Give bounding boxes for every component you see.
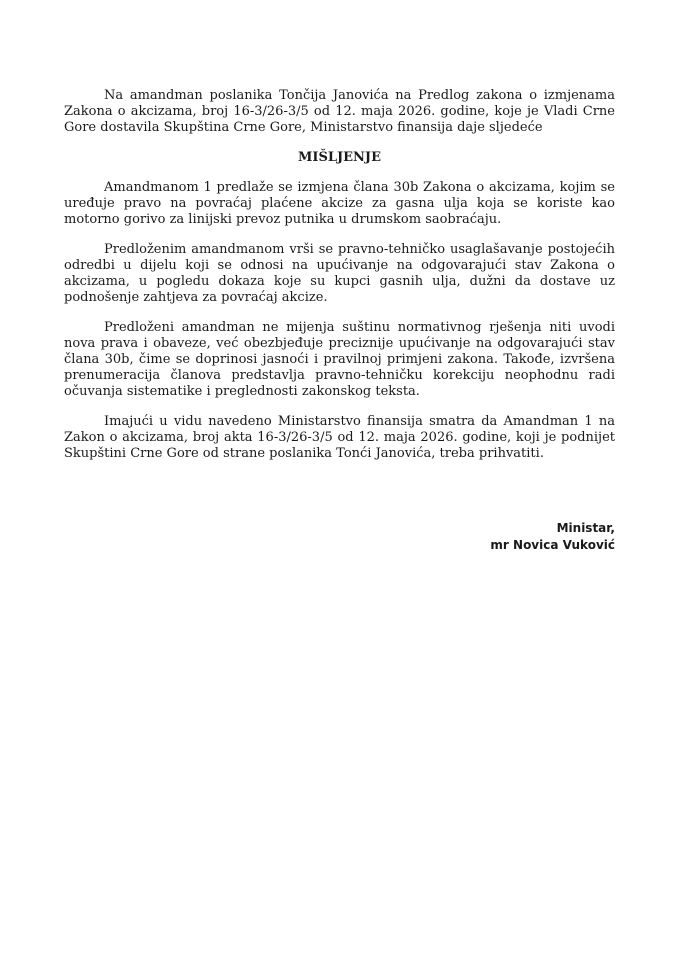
body-paragraph-1: Amandmanom 1 predlaže se izmjena člana 30b Zakona o akcizama, kojim se uređuje pravo na povraćaj plaćene akcize za gasna ulja koja se koriste kao motorno gorivo za linijski prevoz putnika u drumskom saobraćaju. — [64, 180, 615, 227]
body-paragraph-3: Predloženi amandman ne mijenja suštinu normativnog rješenja niti uvodi nova prava i obaveze, već obezbjeđuje preciznije upućivanje na odgovarajući stav člana 30b, čime se doprinosi jasnoći i pravilnoj primjeni zakona. Takođe, izvršena prenumeracija članova predstavlja pravno-tehničku korekciju neophodnu radi očuvanja sistematike i preglednosti zakonskog teksta. — [64, 320, 615, 399]
intro-paragraph: Na amandman poslanika Tončija Janovića na Predlog zakona o izmjenama Zakona o akcizama, broj 16-3/26-3/5 od 12. maja 2026. godine, koje je Vladi Crne Gore dostavila Skupština Crne Gore, Ministarstvo finansija daje sljedeće — [64, 88, 615, 135]
document-heading: MIŠLJENJE — [297, 150, 381, 165]
body-paragraph-4: Imajući u vidu navedeno Ministarstvo finansija smatra da Amandman 1 na Zakon o akcizama, broj akta 16-3/26-3/5 od 12. maja 2026. godine, koji je podnijet Skupštini Crne Gore od strane poslanika Tonći Janovića, treba prihvatiti. — [64, 414, 615, 461]
body-paragraph-2: Predloženim amandmanom vrši se pravno-tehničko usaglašavanje postojećih odredbi u dijelu koji se odnosi na upućivanje na odgovarajući stav Zakona o akcizama, u pogledu dokaza koje su kupci gasnih ulja, dužni da dostave uz podnošenje zahtjeva za povraćaj akcize. — [64, 242, 615, 305]
signature-name: mr Novica Vuković — [490, 538, 615, 552]
signature-title: Ministar, — [556, 521, 615, 535]
signature-block — [490, 520, 615, 554]
document-body — [64, 88, 615, 476]
